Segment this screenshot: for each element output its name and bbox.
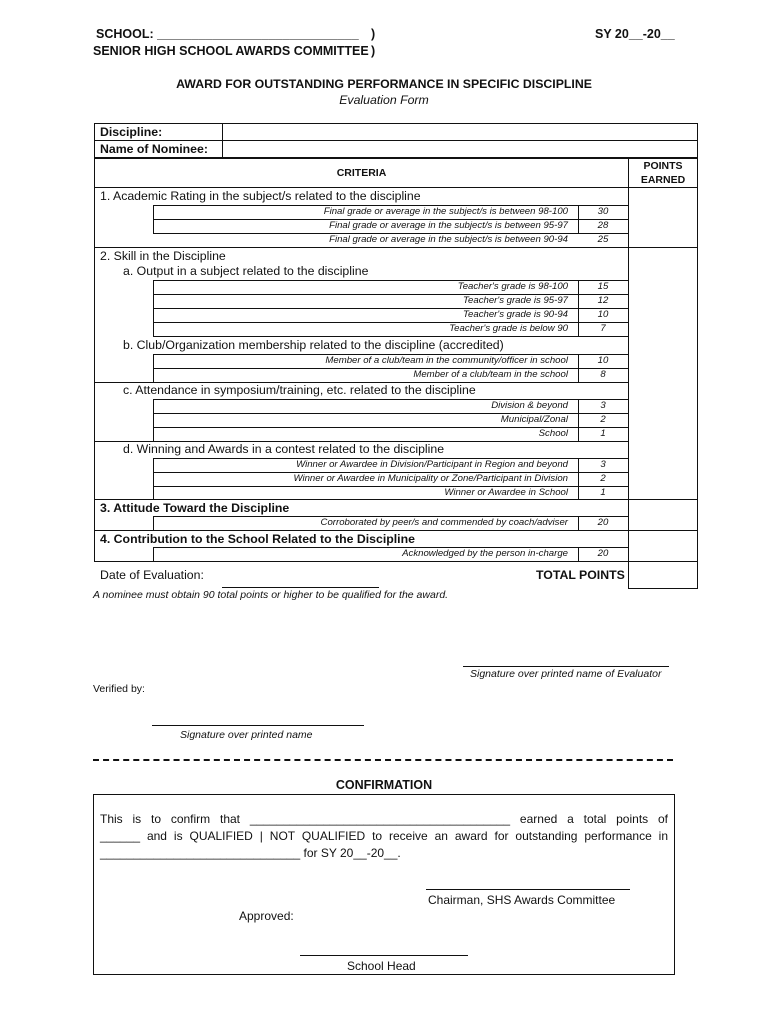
points-cell-section4[interactable]	[628, 530, 698, 562]
verified-by-label: Verified by:	[93, 683, 145, 695]
criterion-row: Member of a club/team in the school	[413, 369, 568, 380]
school-head-signature-line[interactable]	[300, 955, 468, 956]
criterion-points: 1	[600, 487, 606, 498]
discipline-field[interactable]	[223, 124, 697, 139]
criterion-points: 2	[600, 414, 606, 425]
criterion-points: 10	[597, 355, 609, 366]
points-header-line2: EARNED	[640, 174, 686, 186]
points-cell-section1[interactable]	[628, 187, 698, 248]
subsection-a-title: a. Output in a subject related to the discipline	[123, 264, 369, 278]
school-label: SCHOOL: _____________________________	[96, 27, 359, 41]
approved-label: Approved:	[239, 909, 294, 923]
points-header-line1: POINTS	[643, 160, 683, 172]
criterion-row: Winner or Awardee in Division/Participant in Region and beyond	[296, 459, 568, 470]
verifier-signature-caption: Signature over printed name	[180, 729, 313, 741]
section3-title: 3. Attitude Toward the Discipline	[100, 501, 290, 515]
criteria-header: CRITERIA	[336, 167, 387, 179]
date-of-evaluation-field[interactable]	[222, 587, 379, 588]
school-paren: )	[371, 27, 376, 41]
subsection-c-title: c. Attendance in symposium/training, etc. related to the discipline	[123, 383, 476, 397]
nominee-label: Name of Nominee:	[100, 142, 208, 156]
evaluator-signature-line[interactable]	[463, 666, 669, 667]
criterion-row: Final grade or average in the subject/s is between 90-94	[329, 234, 568, 245]
section2-title: 2. Skill in the Discipline	[100, 249, 226, 263]
criterion-points: 28	[597, 220, 609, 231]
criterion-points: 25	[597, 234, 609, 245]
confirmation-line-1: This is to confirm that _______________________________________ earned a total points of	[100, 812, 668, 826]
criterion-row: Final grade or average in the subject/s is between 98-100	[323, 206, 568, 217]
section4-title: 4. Contribution to the School Related to the Discipline	[100, 532, 415, 546]
qualification-note: A nominee must obtain 90 total points or higher to be qualified for the award.	[93, 589, 449, 601]
points-cell-section3[interactable]	[628, 499, 698, 531]
criterion-points: 15	[597, 281, 609, 292]
criterion-row: Winner or Awardee in School	[444, 487, 568, 498]
confirmation-line-3: ______________________________ for SY 20__-20__.	[100, 846, 401, 860]
school-head-caption: School Head	[347, 959, 416, 973]
criterion-row: Teacher's grade is 90-94	[463, 309, 568, 320]
chairman-signature-line[interactable]	[426, 889, 630, 890]
criterion-points: 20	[597, 548, 609, 559]
total-points-field[interactable]	[628, 561, 698, 589]
nominee-field[interactable]	[223, 141, 697, 157]
school-year: SY 20__-20__	[595, 27, 675, 41]
criterion-points: 20	[597, 517, 609, 528]
criterion-points: 10	[597, 309, 609, 320]
confirmation-box	[93, 794, 675, 975]
confirmation-line-2: ______ and is QUALIFIED | NOT QUALIFIED to receive an award for outstanding performance in	[100, 829, 668, 843]
cut-line-divider	[93, 759, 673, 761]
confirmation-paragraph	[100, 811, 668, 862]
criterion-points: 3	[600, 400, 606, 411]
chairman-caption: Chairman, SHS Awards Committee	[428, 893, 616, 907]
criterion-row: Teacher's grade is 98-100	[457, 281, 568, 292]
points-cell-section2[interactable]	[628, 247, 698, 500]
evaluation-table	[94, 123, 698, 589]
criterion-row: Teacher's grade is 95-97	[463, 295, 568, 306]
committee-label: SENIOR HIGH SCHOOL AWARDS COMMITTEE	[93, 44, 369, 58]
criterion-points: 2	[600, 473, 606, 484]
section1-title: 1. Academic Rating in the subject/s related to the discipline	[100, 189, 421, 203]
date-of-evaluation-label: Date of Evaluation:	[100, 568, 204, 582]
confirmation-heading: CONFIRMATION	[335, 778, 433, 792]
criterion-row: Division & beyond	[491, 400, 568, 411]
evaluator-signature-caption: Signature over printed name of Evaluator	[470, 668, 662, 680]
criterion-points: 3	[600, 459, 606, 470]
verifier-signature-line[interactable]	[152, 725, 364, 726]
criterion-row: Teacher's grade is below 90	[449, 323, 568, 334]
form-title: AWARD FOR OUTSTANDING PERFORMANCE IN SPECIFIC DISCIPLINE	[176, 77, 592, 91]
criterion-points: 12	[597, 295, 609, 306]
criterion-row: Member of a club/team in the community/officer in school	[325, 355, 568, 366]
committee-paren: )	[371, 44, 376, 58]
total-points-label: TOTAL POINTS	[536, 568, 625, 582]
criterion-row: Final grade or average in the subject/s is between 95-97	[329, 220, 568, 231]
subsection-d-title: d. Winning and Awards in a contest related to the discipline	[123, 442, 445, 456]
criterion-row: Winner or Awardee in Municipality or Zone/Participant in Division	[293, 473, 568, 484]
criterion-points: 30	[597, 206, 609, 217]
criterion-row: Municipal/Zonal	[500, 414, 568, 425]
criterion-points: 1	[600, 428, 606, 439]
criterion-row: Acknowledged by the person in-charge	[402, 548, 568, 559]
subsection-b-title: b. Club/Organization membership related to the discipline (accredited)	[123, 338, 504, 352]
criterion-row: School	[538, 428, 568, 439]
criterion-points: 8	[600, 369, 606, 380]
form-subtitle: Evaluation Form	[339, 93, 429, 107]
criterion-row: Corroborated by peer/s and commended by coach/adviser	[320, 517, 568, 528]
discipline-label: Discipline:	[100, 125, 163, 139]
criterion-points: 7	[600, 323, 606, 334]
